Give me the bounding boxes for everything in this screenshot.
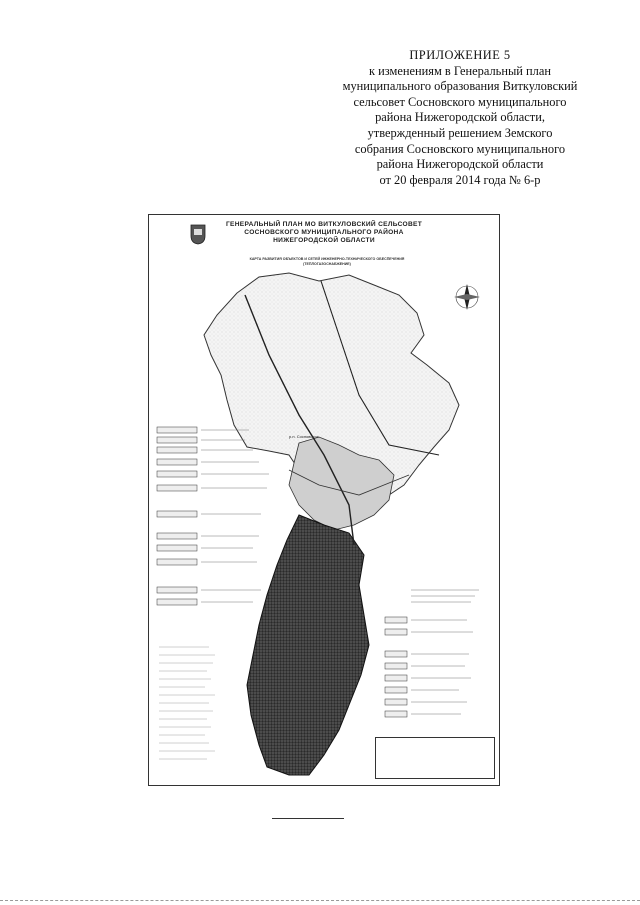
legend-list: [159, 647, 215, 759]
appendix-line: муниципального образования Виткуловский: [342, 79, 578, 94]
map-subtitle-line: КАРТА РАЗВИТИЯ ОБЪЕКТОВ И СЕТЕЙ ИНЖЕНЕРНО-ТЕХНИЧЕСКОГО ОБЕСПЕЧЕНИЯ: [249, 257, 405, 261]
appendix-line: собрания Сосновского муниципального: [354, 141, 566, 156]
legend-left: [157, 427, 197, 605]
compass-rose: [454, 284, 480, 310]
title-block-stamp: [375, 737, 495, 779]
appendix-line: района Нижегородской области: [376, 157, 544, 172]
map-subtitle: [227, 257, 427, 267]
map-title: [209, 221, 439, 245]
map-title-line: ГЕНЕРАЛЬНЫЙ ПЛАН МО ВИТКУЛОВСКИЙ СЕЛЬСОВЕТ: [225, 221, 423, 228]
legend-right: [385, 617, 407, 717]
legend-left-text: [201, 430, 269, 602]
place-label: р.п. Сосновское: [289, 434, 319, 439]
appendix-line: сельсовет Сосновского муниципального: [353, 94, 567, 109]
map-title-line: СОСНОВСКОГО МУНИЦИПАЛЬНОГО РАЙОНА: [244, 229, 404, 236]
map-title-line: НИЖЕГОРОДСКОЙ ОБЛАСТИ: [273, 237, 375, 244]
map-drawing: [149, 215, 499, 785]
appendix-header: [300, 48, 620, 188]
legend-right-text: [411, 590, 479, 714]
map-subtitle-line: (ТЕПЛОГАЗОСНАБЖЕНИЕ): [303, 262, 351, 266]
appendix-date-line: от 20 февраля 2014 года № 6-р: [379, 172, 541, 187]
appendix-line: утвержденный решением Земского: [367, 125, 553, 140]
signature-line: [272, 818, 344, 819]
map-sheet: [148, 214, 500, 786]
appendix-line: к изменениям в Генеральный план: [369, 63, 551, 78]
page-edge: [0, 900, 640, 901]
appendix-title: ПРИЛОЖЕНИЕ 5: [409, 48, 511, 62]
appendix-line: района Нижегородской области,: [375, 110, 545, 125]
coat-of-arms-emblem: [190, 223, 206, 245]
southern-forest: [247, 515, 369, 775]
